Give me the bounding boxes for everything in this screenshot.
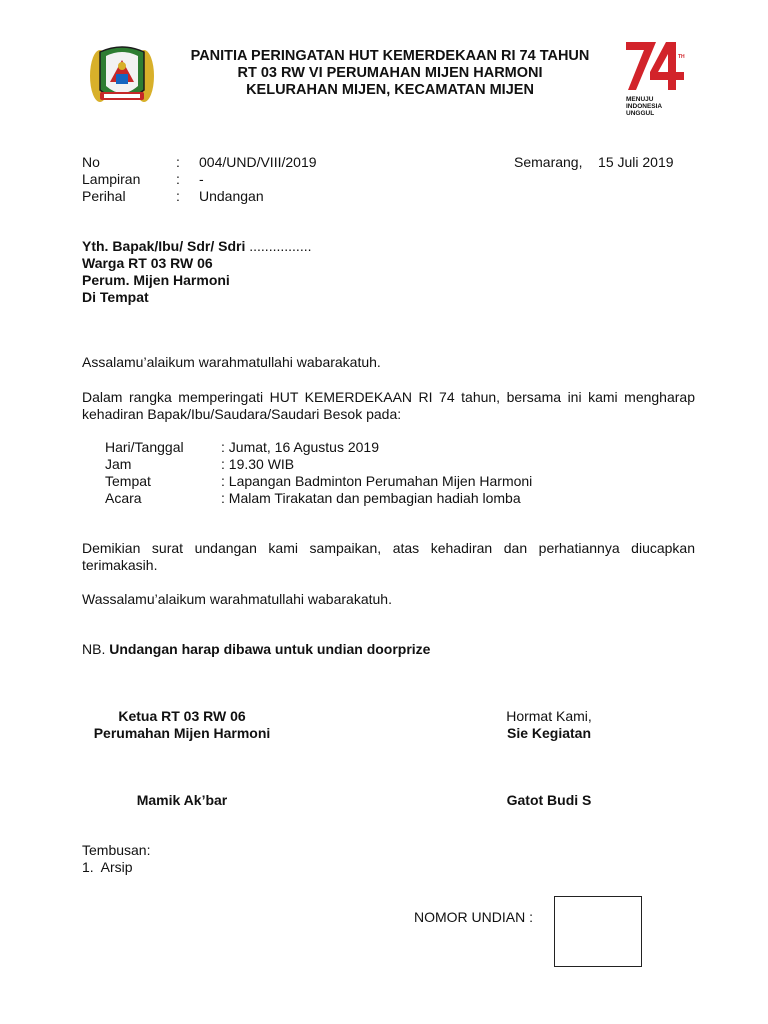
tembusan-item: 1. Arsip [82,859,133,875]
detail-value-time: : 19.30 WIB [221,456,295,472]
letterhead-line-2: RT 03 RW VI PERUMAHAN MIJEN HARMONI [237,65,543,81]
recipient-line-3: Perum. Mijen Harmoni [82,272,230,288]
letterhead-line-1: PANITIA PERINGATAN HUT KEMERDEKAAN RI 74 TAHUN [190,48,590,64]
recipient-line-2: Warga RT 03 RW 06 [82,255,213,271]
closing-paragraph: Demikian surat undangan kami sampaikan, atas kehadiran dan perhatiannya diucapkan terimakasih. [82,540,695,573]
detail-value-date: : Jumat, 16 Agustus 2019 [221,439,379,455]
logo-tm-text: TH [678,54,685,60]
nomor-undian-label: NOMOR UNDIAN : [414,909,533,925]
lampiran-value: - [199,171,204,187]
nomor-undian-box [554,896,642,967]
signature-left-name: Mamik Ak’bar [136,792,228,808]
no-colon: : [176,154,180,170]
letterhead-line-3: KELURAHAN MIJEN, KECAMATAN MIJEN [246,82,534,98]
logo-tagline-2: INDONESIA [626,103,663,110]
signature-left-title-2: Perumahan Mijen Harmoni [93,725,271,741]
recipient-line-1 [82,238,482,255]
recipient-line-4: Di Tempat [82,289,149,305]
perihal-colon: : [176,188,180,204]
logo-tagline-1: MENUJU [626,96,654,103]
intro-paragraph: Dalam rangka memperingati HUT KEMERDEKAAN RI 74 tahun, bersama ini kami mengharap kehadiran Bapak/Ibu/Saudara/Saudari Besok pada: [82,389,695,422]
nb-note [82,641,682,658]
logo-number-text [622,38,623,39]
no-value: 004/UND/VIII/2019 [199,154,317,170]
signature-right-title-2: Sie Kegiatan [506,725,592,741]
perihal-value: Undangan [199,188,264,204]
logo-tagline-3: UNGGUL [626,110,655,117]
detail-label-time: Jam [105,456,132,472]
nb-text: Undangan harap dibawa untuk undian doorprize [109,641,431,657]
recipient-dots: ................ [245,238,312,254]
no-label: No [82,154,100,170]
nb-prefix: NB. [82,641,110,657]
tembusan-label: Tembusan: [82,842,151,858]
greeting: Assalamu’alaikum warahmatullahi wabarakatuh. [82,354,381,370]
detail-value-place: : Lapangan Badminton Perumahan Mijen Harmoni [221,473,533,489]
farewell: Wassalamu’alaikum warahmatullahi wabarakatuh. [82,591,392,607]
recipient-salutation: Yth. Bapak/Ibu/ Sdr/ Sdri [82,238,246,254]
detail-label-place: Tempat [105,473,151,489]
signature-right-name: Gatot Budi S [506,792,592,808]
regional-emblem-logo [86,38,158,110]
perihal-label: Perihal [82,188,126,204]
signature-left-title-1: Ketua RT 03 RW 06 [118,708,246,724]
recipient-block [82,238,482,306]
place-date: Semarang, 15 Juli 2019 [514,154,674,170]
event-details [105,439,665,509]
detail-value-event: : Malam Tirakatan dan pembagian hadiah lomba [221,490,521,506]
lampiran-colon: : [176,171,180,187]
meta-block [82,154,702,208]
signature-right-title-1: Hormat Kami, [506,708,592,724]
lampiran-label: Lampiran [82,171,141,187]
detail-label-date: Hari/Tanggal [105,439,184,455]
hut-ri-74-logo [622,38,692,120]
detail-label-event: Acara [105,490,142,506]
